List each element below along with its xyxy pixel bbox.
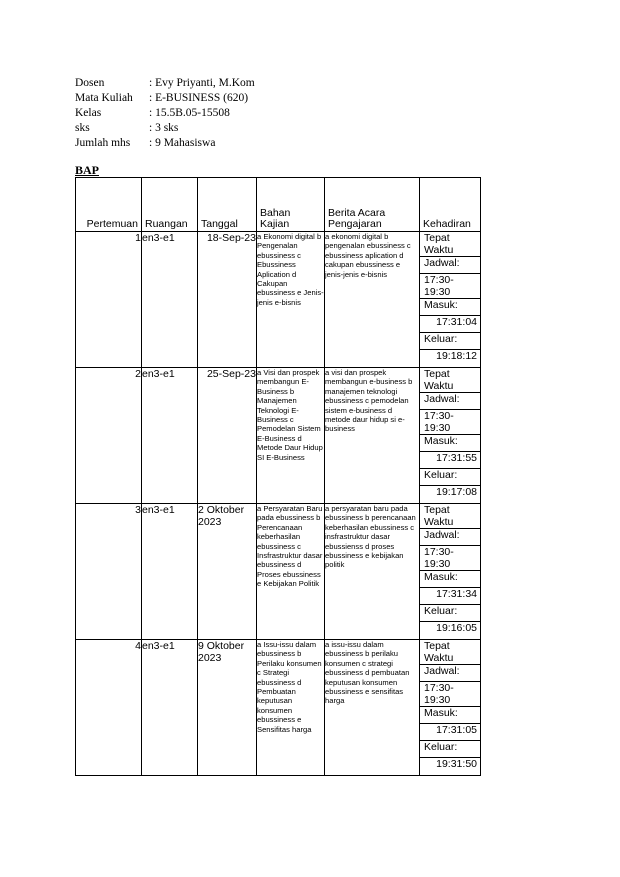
kehadiran-jadwal-label: Jadwal: [420, 393, 480, 410]
bap-table [75, 177, 481, 776]
header-kehadiran: Kehadiran [420, 178, 481, 232]
cell-kehadiran [420, 368, 481, 504]
cell-kehadiran [420, 504, 481, 640]
kehadiran-status: Tepat Waktu [420, 368, 480, 393]
info-label: Dosen [75, 77, 105, 89]
header-pertemuan: Pertemuan [76, 178, 142, 232]
kehadiran-masuk-label: Masuk: [420, 571, 480, 588]
course-info [75, 76, 255, 151]
kehadiran-masuk: 17:31:55 [420, 452, 480, 469]
cell-bahan-kajian: a Persyaratan Baru pada ebussiness b Perencanaan keberhasilan ebussiness c Insfrastruktur dasar ebussiness d Proses ebussiness e Kebijakan Politik [257, 504, 325, 640]
info-row-kelas [75, 106, 255, 121]
cell-berita-acara: a persyaratan baru pada ebussiness b perencanaan keberhasilan ebussiness c insfrastruktur dasar ebussienss d proses ebussiness e kebijakan politik [325, 504, 420, 640]
cell-tanggal: 25-Sep-23 [198, 368, 257, 504]
kehadiran-masuk-label: Masuk: [420, 435, 480, 452]
kehadiran-jadwal-label: Jadwal: [420, 529, 480, 546]
info-value: : 9 Mahasiswa [149, 137, 216, 149]
cell-pertemuan: 1 [76, 232, 142, 368]
table-row [76, 640, 481, 776]
info-label: Mata Kuliah [75, 92, 133, 104]
info-value: : Evy Priyanti, M.Kom [149, 77, 255, 89]
kehadiran-jadwal: 17:30-19:30 [420, 410, 480, 435]
table-row [76, 504, 481, 640]
kehadiran-masuk: 17:31:04 [420, 316, 480, 333]
table-row [76, 232, 481, 368]
header-berita-acara: Berita Acara Pengajaran [325, 178, 420, 232]
kehadiran-masuk: 17:31:05 [420, 724, 480, 741]
info-row-mata-kuliah [75, 91, 255, 106]
kehadiran-status: Tepat Waktu [420, 232, 480, 257]
info-value: : 15.5B.05-15508 [149, 107, 230, 119]
cell-tanggal: 18-Sep-23 [198, 232, 257, 368]
kehadiran-status: Tepat Waktu [420, 640, 480, 665]
info-value: : 3 sks [149, 122, 179, 134]
info-label: Jumlah mhs [75, 137, 131, 149]
header-tanggal: Tanggal [198, 178, 257, 232]
kehadiran-jadwal: 17:30-19:30 [420, 546, 480, 571]
kehadiran-keluar: 19:16:05 [436, 622, 477, 634]
kehadiran-jadwal: 17:30-19:30 [420, 682, 480, 707]
cell-pertemuan: 4 [76, 640, 142, 776]
cell-ruangan: en3-e1 [142, 504, 198, 640]
kehadiran-keluar: 19:17:08 [436, 486, 477, 498]
cell-bahan-kajian: a Ekonomi digital b Pengenalan ebussiness c Ebussiness Aplication d Cakupan ebussiness e Jenis-jenis e-bisnis [257, 232, 325, 368]
cell-ruangan: en3-e1 [142, 232, 198, 368]
kehadiran-keluar-label: Keluar: [420, 333, 480, 350]
cell-kehadiran [420, 232, 481, 368]
cell-ruangan: en3-e1 [142, 368, 198, 504]
kehadiran-status: Tepat Waktu [420, 504, 480, 529]
cell-berita-acara: a visi dan prospek membangun e-business b manajemen teknologi ebussiness c pemodelan sistem e-business d metode daur hidup si e-business [325, 368, 420, 504]
header-bahan-kajian: Bahan Kajian [257, 178, 325, 232]
kehadiran-masuk-label: Masuk: [420, 707, 480, 724]
header-ruangan: Ruangan [142, 178, 198, 232]
cell-berita-acara: a ekonomi digital b pengenalan ebussiness c ebussiness aplication d cakupan ebussiness e jenis-jenis e-bisnis [325, 232, 420, 368]
cell-pertemuan: 3 [76, 504, 142, 640]
info-label: sks [75, 122, 90, 134]
cell-ruangan: en3-e1 [142, 640, 198, 776]
kehadiran-keluar: 19:31:50 [436, 758, 477, 770]
kehadiran-jadwal-label: Jadwal: [420, 665, 480, 682]
kehadiran-masuk-label: Masuk: [420, 299, 480, 316]
cell-tanggal: 9 Oktober 2023 [198, 640, 257, 776]
cell-tanggal: 2 Oktober 2023 [198, 504, 257, 640]
kehadiran-keluar-label: Keluar: [420, 741, 480, 758]
kehadiran-keluar-label: Keluar: [420, 605, 480, 622]
info-row-dosen [75, 76, 255, 91]
cell-berita-acara: a issu-issu dalam ebussiness b perilaku konsumen c strategi ebussiness d pembuatan keputusan konsumen ebussiness e sensifitas harga [325, 640, 420, 776]
kehadiran-jadwal-label: Jadwal: [420, 257, 480, 274]
cell-bahan-kajian: a Visi dan prospek membangun E- Business b Manajemen Teknologi E-Business c Pemodelan Sistem E-Business d Metode Daur Hidup SI E-Business [257, 368, 325, 504]
cell-kehadiran [420, 640, 481, 776]
info-row-jumlah-mhs [75, 136, 255, 151]
kehadiran-jadwal: 17:30-19:30 [420, 274, 480, 299]
kehadiran-keluar: 19:18:12 [436, 350, 477, 362]
cell-pertemuan: 2 [76, 368, 142, 504]
kehadiran-keluar-label: Keluar: [420, 469, 480, 486]
info-row-sks [75, 121, 255, 136]
info-value: : E-BUSINESS (620) [149, 92, 249, 104]
kehadiran-masuk: 17:31:34 [420, 588, 480, 605]
bap-title: BAP [75, 163, 99, 177]
cell-bahan-kajian: a Issu-issu dalam ebussiness b Perilaku konsumen c Strategi ebussiness d Pembuatan keputusan konsumen ebussiness e Sensifitas harga [257, 640, 325, 776]
info-label: Kelas [75, 107, 102, 119]
table-row [76, 368, 481, 504]
table-header-row [76, 178, 481, 232]
